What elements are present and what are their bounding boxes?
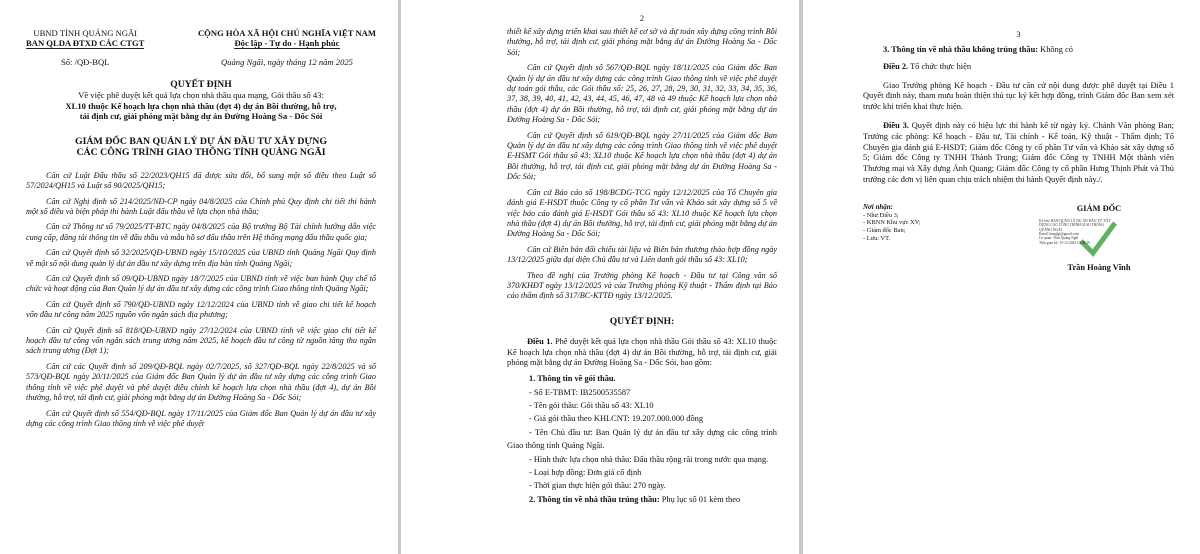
section-3-text: Không có [1038, 45, 1073, 54]
document-page-1 [0, 0, 398, 554]
agency-name: BAN QLDA ĐTXD CÁC CTGT [26, 38, 145, 48]
legal-basis: Căn cứ Quyết định số 32/2025/QĐ-UBND ngày 15/10/2025 của UBND tỉnh Quảng Ngãi Quy định về một số nội dung quản lý dự án đầu tư xây dựng trên địa bàn tỉnh Quảng Ngãi; [26, 248, 376, 268]
subtitle-line: XL10 thuộc Kế hoạch lựa chọn nhà thầu (đợt 4) dự án Bồi thường, hỗ trợ, [65, 100, 337, 111]
document-subtitle [26, 90, 376, 122]
package-info-item: - Tên Chủ đầu tư: Ban Quản lý dự án đầu tư xây dựng các công trình Giao thông tỉnh Quảng Ngãi. [507, 427, 777, 451]
legal-basis: Căn cứ Quyết định số 790/QĐ-UBND ngày 12/12/2024 của UBND tỉnh về giao chi tiết kế hoạch vốn đầu tư công năm 2025 nguồn vốn ngân sách địa phương; [26, 299, 376, 320]
article-3-text: Quyết định này có hiệu lực thi hành kể từ ngày ký. Chánh Văn phòng Ban; Trưởng các phòng: Kế hoạch - Đầu tư, Tài chính - Kế toán, Kỹ thuật - Thẩm định; Tổ Chuyên gia đánh giá E-HSDT; Giám đốc Công ty cổ phần Tư vấn và Khảo sát xây dựng số 5; Giám đốc Công ty TNHH Thành Trung; Giám đốc Công ty TNHH Một thành viên Thương mại và Xây dựng Ánh Quang; Giám đốc Công ty cổ phần Hưng Thịnh Phát và Thủ trưởng các đơn vị liên quan chịu trách nhiệm thi hành Quyết định này./. [863, 120, 1174, 184]
issuer-line: CÁC CÔNG TRÌNH GIAO THÔNG TỈNH QUẢNG NGÃI [76, 147, 326, 159]
stamp-line: Email: banqlgt@gmail.com [1039, 231, 1079, 236]
legal-basis: Theo đề nghị của Trưởng phòng Kế hoạch - Đầu tư tại Công văn số 370/KHĐT ngày 13/12/2025 và của Trưởng phòng Kỹ thuật - Thẩm định tại Báo cáo thẩm định số 317/BC-KTTĐ ngày 13/12/2025. [507, 270, 777, 301]
signer-block [1024, 204, 1174, 272]
legal-basis: thiết kế xây dựng triển khai sau thiết kế cơ sở và dự toán xây dựng công trình Bồi thường, hỗ trợ, tái định cư, giải phóng mặt bằng dự án Đường Hoàng Sa - Dốc Sỏi; [507, 27, 777, 57]
legal-basis: Căn cứ Quyết định số 818/QĐ-UBND ngày 27/12/2024 của UBND tỉnh về việc giao chi tiết kế hoạch đầu tư công vốn ngân sách trung ương năm 2025, kế hoạch đầu tư công từ nguồn tăng thu ngân sách trung ương (Đợt 1); [26, 325, 376, 356]
issuer-line: GIÁM ĐỐC BAN QUẢN LÝ DỰ ÁN ĐẦU TƯ XÂY DỰNG [75, 135, 327, 147]
package-info-item: - Số E-TBMT: IB2500535587 [529, 387, 631, 397]
article-2-text: Tổ chức thực hiện [908, 61, 972, 71]
legal-basis: Căn cứ Biên bản đối chiếu tài liệu và Biên bản thương thảo hợp đồng ngày 13/12/2025 giữa đại diện Chủ đầu tư và Liên danh gói thầu số 43: XL10; [507, 244, 777, 265]
subtitle-line: Về việc phê duyệt kết quả lựa chọn nhà thầu qua mạng, Gói thầu số 43: [78, 90, 324, 100]
section-2-heading: 2. Thông tin về nhà thầu trúng thầu: [529, 494, 660, 504]
recipient: - Giám đốc Ban; [863, 227, 906, 235]
stamp-text [1039, 219, 1159, 245]
motto: Độc lập - Tự do - Hạnh phúc [234, 38, 340, 48]
legal-basis: Căn cứ Quyết định số 09/QĐ-UBND ngày 18/7/2025 của UBND tỉnh về việc ban hành Quy chế tổ chức và hoạt động của Ban Quản lý dự án đầu tư xây dựng các công trình Giao thông tỉnh Quảng Ngãi; [26, 274, 376, 294]
package-info-item: - Loại hợp đồng: Đơn giá cố định [529, 467, 642, 477]
package-info-item: - Hình thức lựa chọn nhà thầu: Đấu thầu rộng rãi trong nước qua mạng. [529, 454, 769, 464]
recipient: - KBNN Khu vực XV; [863, 219, 921, 227]
legal-basis: Căn cứ Quyết định số 554/QĐ-BQL ngày 17/11/2025 của Giám đốc Ban Quản lý dự án đầu tư xây dựng các công trình Giao thông tỉnh về việc phê duyệt [26, 408, 376, 428]
article-2-body: Giao Trưởng phòng Kế hoạch - Đầu tư căn cứ nội dung được phê duyệt tại Điều 1 Quyết định này, tham mưu hoàn thiện thủ tục ký kết hợp đồng, trình Giám đốc Ban xem xét trước khi triển khai thực hiện. [863, 80, 1174, 112]
digital-signature-stamp [1039, 219, 1159, 259]
legal-basis: Căn cứ Quyết định số 567/QĐ-BQL ngày 18/11/2025 của Giám đốc Ban Quản lý dự án đầu tư xây dựng các công trình Giao thông tỉnh về việc phê duyệt dự toán gói thầu, các Gói thầu số: 25, 26, 27, 28, 29, 30, 31, 32, 33, 34, 35, 36, 37, 38, 39, 40, 41, 42, 43, 44, 45, 46, 47, 48 và 49 thuộc Kế hoạch lựa chọn nhà thầu (đợt 4) dự án Bồi thường, hỗ trợ, tái định cư, giải phóng mặt bằng dự án Đường Hoàng Sa - Dốc Sỏi; [507, 63, 777, 125]
national-motto [198, 28, 376, 67]
stamp-line: Cơ quan: Tỉnh Quảng Ngãi [1039, 236, 1079, 241]
subtitle-line: tái định cư, giải phóng mặt bằng dự án Đường Hoàng Sa - Dốc Sỏi [79, 111, 323, 122]
recipient: - Lưu: VT. [863, 234, 891, 242]
article-3 [863, 121, 1174, 186]
recipients [863, 204, 921, 272]
legal-basis: Căn cứ Luật Đấu thầu số 22/2023/QH15 đã được sửa đổi, bổ sung một số điều theo Luật số 57/2024/QH15 và Luật số 90/2025/QH15; [26, 170, 376, 191]
issuer-heading [26, 136, 376, 159]
header [26, 28, 376, 67]
document-number: Số: /QĐ-BQL [60, 57, 110, 67]
stamp-line: DỰNG CÁC CÔNG TRÌNH GIAO THÔNG [1039, 223, 1105, 228]
section-3-heading: 3. Thông tin về nhà thầu không trúng thầu: [883, 45, 1039, 54]
package-info-item: - Giá gói thầu theo KHLCNT: 19.207.000.000 đồng [529, 414, 704, 424]
article-3-label: Điều 3. [883, 120, 909, 130]
section-3 [863, 45, 1174, 56]
article-1-label: Điều 1. [527, 336, 553, 346]
stamp-line: Ký bởi: BAN QUẢN LÝ DỰ ÁN ĐẦU TƯ XÂY [1039, 218, 1111, 223]
stamp-line: QUẢNG NGÃI [1039, 227, 1062, 232]
stamp-line: Thời gian ký: 15-12-2025 14:08:29 [1039, 240, 1090, 245]
package-info-item: - Tên gói thầu: Gói thầu số 43: XL10 [529, 400, 654, 410]
section-2 [507, 493, 777, 506]
agency-parent: UBND TỈNH QUẢNG NGÃI [33, 28, 138, 38]
document-date: Quảng Ngãi, ngày tháng 12 năm 2025 [220, 57, 353, 67]
signature-block [863, 204, 1174, 272]
legal-basis: Căn cứ Thông tư số 79/2025/TT-BTC ngày 04/8/2025 của Bộ trưởng Bộ Tài chính hướng dẫn việc cung cấp, đăng tải thông tin về đấu thầu và mẫu hồ sơ đấu thầu trên Hệ thống mạng đấu thầu quốc gia; [26, 222, 376, 242]
document-title: QUYẾT ĐỊNH [170, 79, 232, 90]
signer-name: Trần Hoàng Vĩnh [1067, 262, 1131, 272]
legal-basis: Căn cứ Nghị định số 214/2025/NĐ-CP ngày 04/8/2025 của Chính phủ Quy định chi tiết thi hành một số điều và biện pháp thi hành Luật đấu thầu về lựa chọn nhà thầu; [26, 196, 376, 216]
signer-title: GIÁM ĐỐC [1076, 203, 1122, 213]
document-page-2 [401, 0, 799, 554]
document-page-3 [803, 0, 1200, 554]
issuing-agency [26, 28, 144, 67]
legal-basis: Căn cứ các Quyết định số 209/QĐ-BQL ngày 02/7/2025, số 327/QĐ-BQL ngày 22/8/2025 và số 573/QĐ-BQL ngày 20/11/2025 của Giám đốc Ban Quản lý dự án đầu tư xây dựng các công trình Giao thông tỉnh về việc phê duyệt và phê duyệt điều chỉnh kế hoạch lựa chọn nhà thầu (đợt 4), dự án Bồi thường, hỗ trợ, tái định cư, giải phóng mặt bằng dự án Đường Hoàng Sa - Dốc Sỏi; [26, 361, 376, 403]
recipient: - Như Điều 3; [863, 211, 899, 219]
legal-basis: Căn cứ Báo cáo số 198/BCĐG-TCG ngày 12/12/2025 của Tổ Chuyên gia đánh giá E-HSDT thuộc Công ty cổ phần Tư vấn và Khảo sát xây dựng số 5 về việc báo cáo đánh giá E-HSDT Gói thầu số 43: XL10 thuộc Kế hoạch lựa chọn nhà thầu (đợt 4) dự án Bồi thường, hỗ trợ, tái định cư, giải phóng mặt bằng dự án Đường Hoàng Sa - Dốc Sỏi; [507, 187, 777, 239]
legal-basis: Căn cứ Quyết định số 619/QĐ-BQL ngày 27/11/2025 của Giám đốc Ban Quản lý dự án đầu tư xây dựng các công trình Giao thông tỉnh về việc phê duyệt E-HSMT Gói thầu số 43: XL10 thuộc Kế hoạch lựa chọn nhà thầu (đợt 4) dự án Bồi thường, hỗ trợ, tái định cư, giải phóng mặt bằng dự án Đường Hoàng Sa - Dốc Sỏi; [507, 130, 777, 182]
section-1-heading: 1. Thông tin về gói thầu. [529, 374, 616, 384]
article-2-label: Điều 2. [883, 61, 909, 71]
page-number: 2 [639, 14, 645, 23]
article-2 [863, 62, 1174, 73]
section-2-text: Phụ lục số 01 kèm theo [659, 494, 741, 504]
decision-heading: QUYẾT ĐỊNH: [609, 315, 675, 327]
article-1 [507, 337, 777, 369]
country-name: CỘNG HÒA XÃ HỘI CHỦ NGHĨA VIỆT NAM [197, 28, 376, 38]
package-info-item: - Thời gian thực hiện gói thầu: 270 ngày. [529, 481, 666, 491]
page-number: 3 [1016, 30, 1021, 39]
recipients-title: Nơi nhận: [863, 202, 894, 211]
article-1-text: Phê duyệt kết quả lựa chọn nhà thầu Gói thầu số 43: XL10 thuộc Kế hoạch lựa chọn nhà thầu (đợt 4) dự án Bồi thường, hỗ trợ, tái định cư, giải phóng mặt bằng dự án Đường Hoàng Sa - Dốc Sỏi, bao gồm: [507, 336, 778, 368]
